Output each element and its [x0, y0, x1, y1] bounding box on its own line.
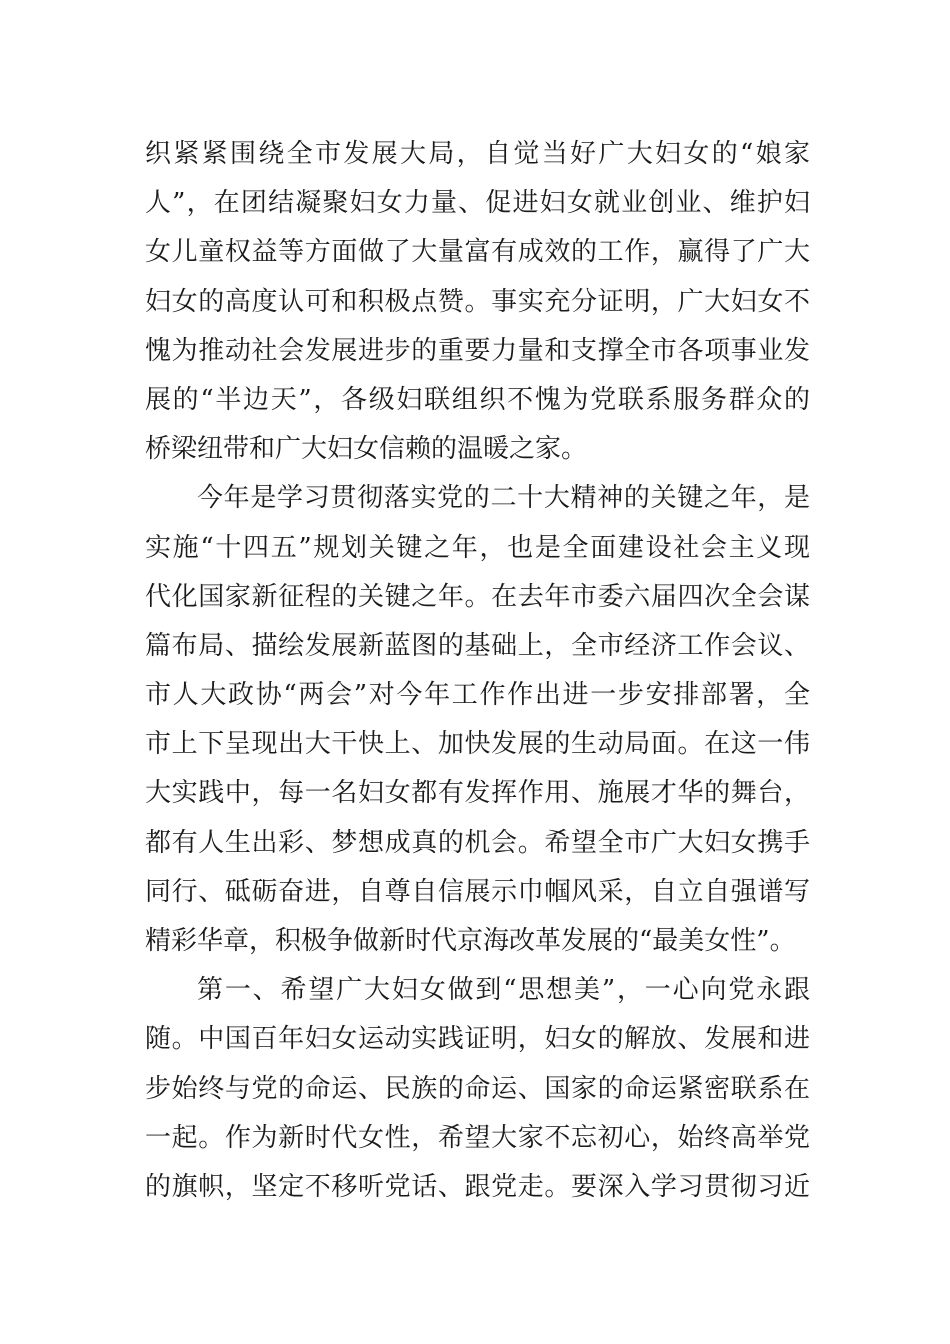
- text-line: 篇布局、描绘发展新蓝图的基础上，全市经济工作会议、: [145, 630, 810, 661]
- text-line: 今年是学习贯彻落实党的二十大精神的关键之年，是: [197, 483, 810, 514]
- text-line: 市人大政协“两会”对今年工作作出进一步安排部署，全: [145, 680, 810, 711]
- text-line: 愧为推动社会发展进步的重要力量和支撑全市各项事业发: [145, 335, 810, 366]
- text-line: 都有人生出彩、梦想成真的机会。希望全市广大妇女携手: [145, 827, 810, 858]
- text-line: 第一、希望广大妇女做到“思想美”，一心向党永跟: [197, 975, 810, 1006]
- text-line: 大实践中，每一名妇女都有发挥作用、施展才华的舞台，: [145, 778, 810, 809]
- text-line: 随。中国百年妇女运动实践证明，妇女的解放、发展和进: [145, 1024, 810, 1055]
- text-line: 展的“半边天”，各级妇联组织不愧为党联系服务群众的: [145, 384, 810, 415]
- text-line: 的旗帜，坚定不移听党话、跟党走。要深入学习贯彻习近: [145, 1171, 810, 1202]
- document-body: [145, 130, 810, 1212]
- text-line: 人”，在团结凝聚妇女力量、促进妇女就业创业、维护妇: [145, 188, 810, 219]
- text-line: 实施“十四五”规划关键之年，也是全面建设社会主义现: [145, 532, 810, 563]
- text-line: 同行、砥砺奋进，自尊自信展示巾帼风采，自立自强谱写: [145, 876, 810, 907]
- text-line: 妇女的高度认可和积极点赞。事实充分证明，广大妇女不: [145, 286, 810, 317]
- text-line: 织紧紧围绕全市发展大局，自觉当好广大妇女的“娘家: [145, 139, 810, 169]
- text-line: 步始终与党的命运、民族的命运、国家的命运紧密联系在: [145, 1073, 810, 1104]
- text-line: 市上下呈现出大干快上、加快发展的生动局面。在这一伟: [145, 729, 810, 760]
- text-line: 一起。作为新时代女性，希望大家不忘初心，始终高举党: [145, 1122, 810, 1153]
- text-line: 代化国家新征程的关键之年。在去年市委六届四次全会谋: [145, 581, 810, 612]
- text-line: 精彩华章，积极争做新时代京海改革发展的“最美女性”。: [145, 926, 796, 956]
- text-line: 女儿童权益等方面做了大量富有成效的工作，赢得了广大: [145, 237, 810, 268]
- text-line: 桥梁纽带和广大妇女信赖的温暖之家。: [145, 434, 588, 465]
